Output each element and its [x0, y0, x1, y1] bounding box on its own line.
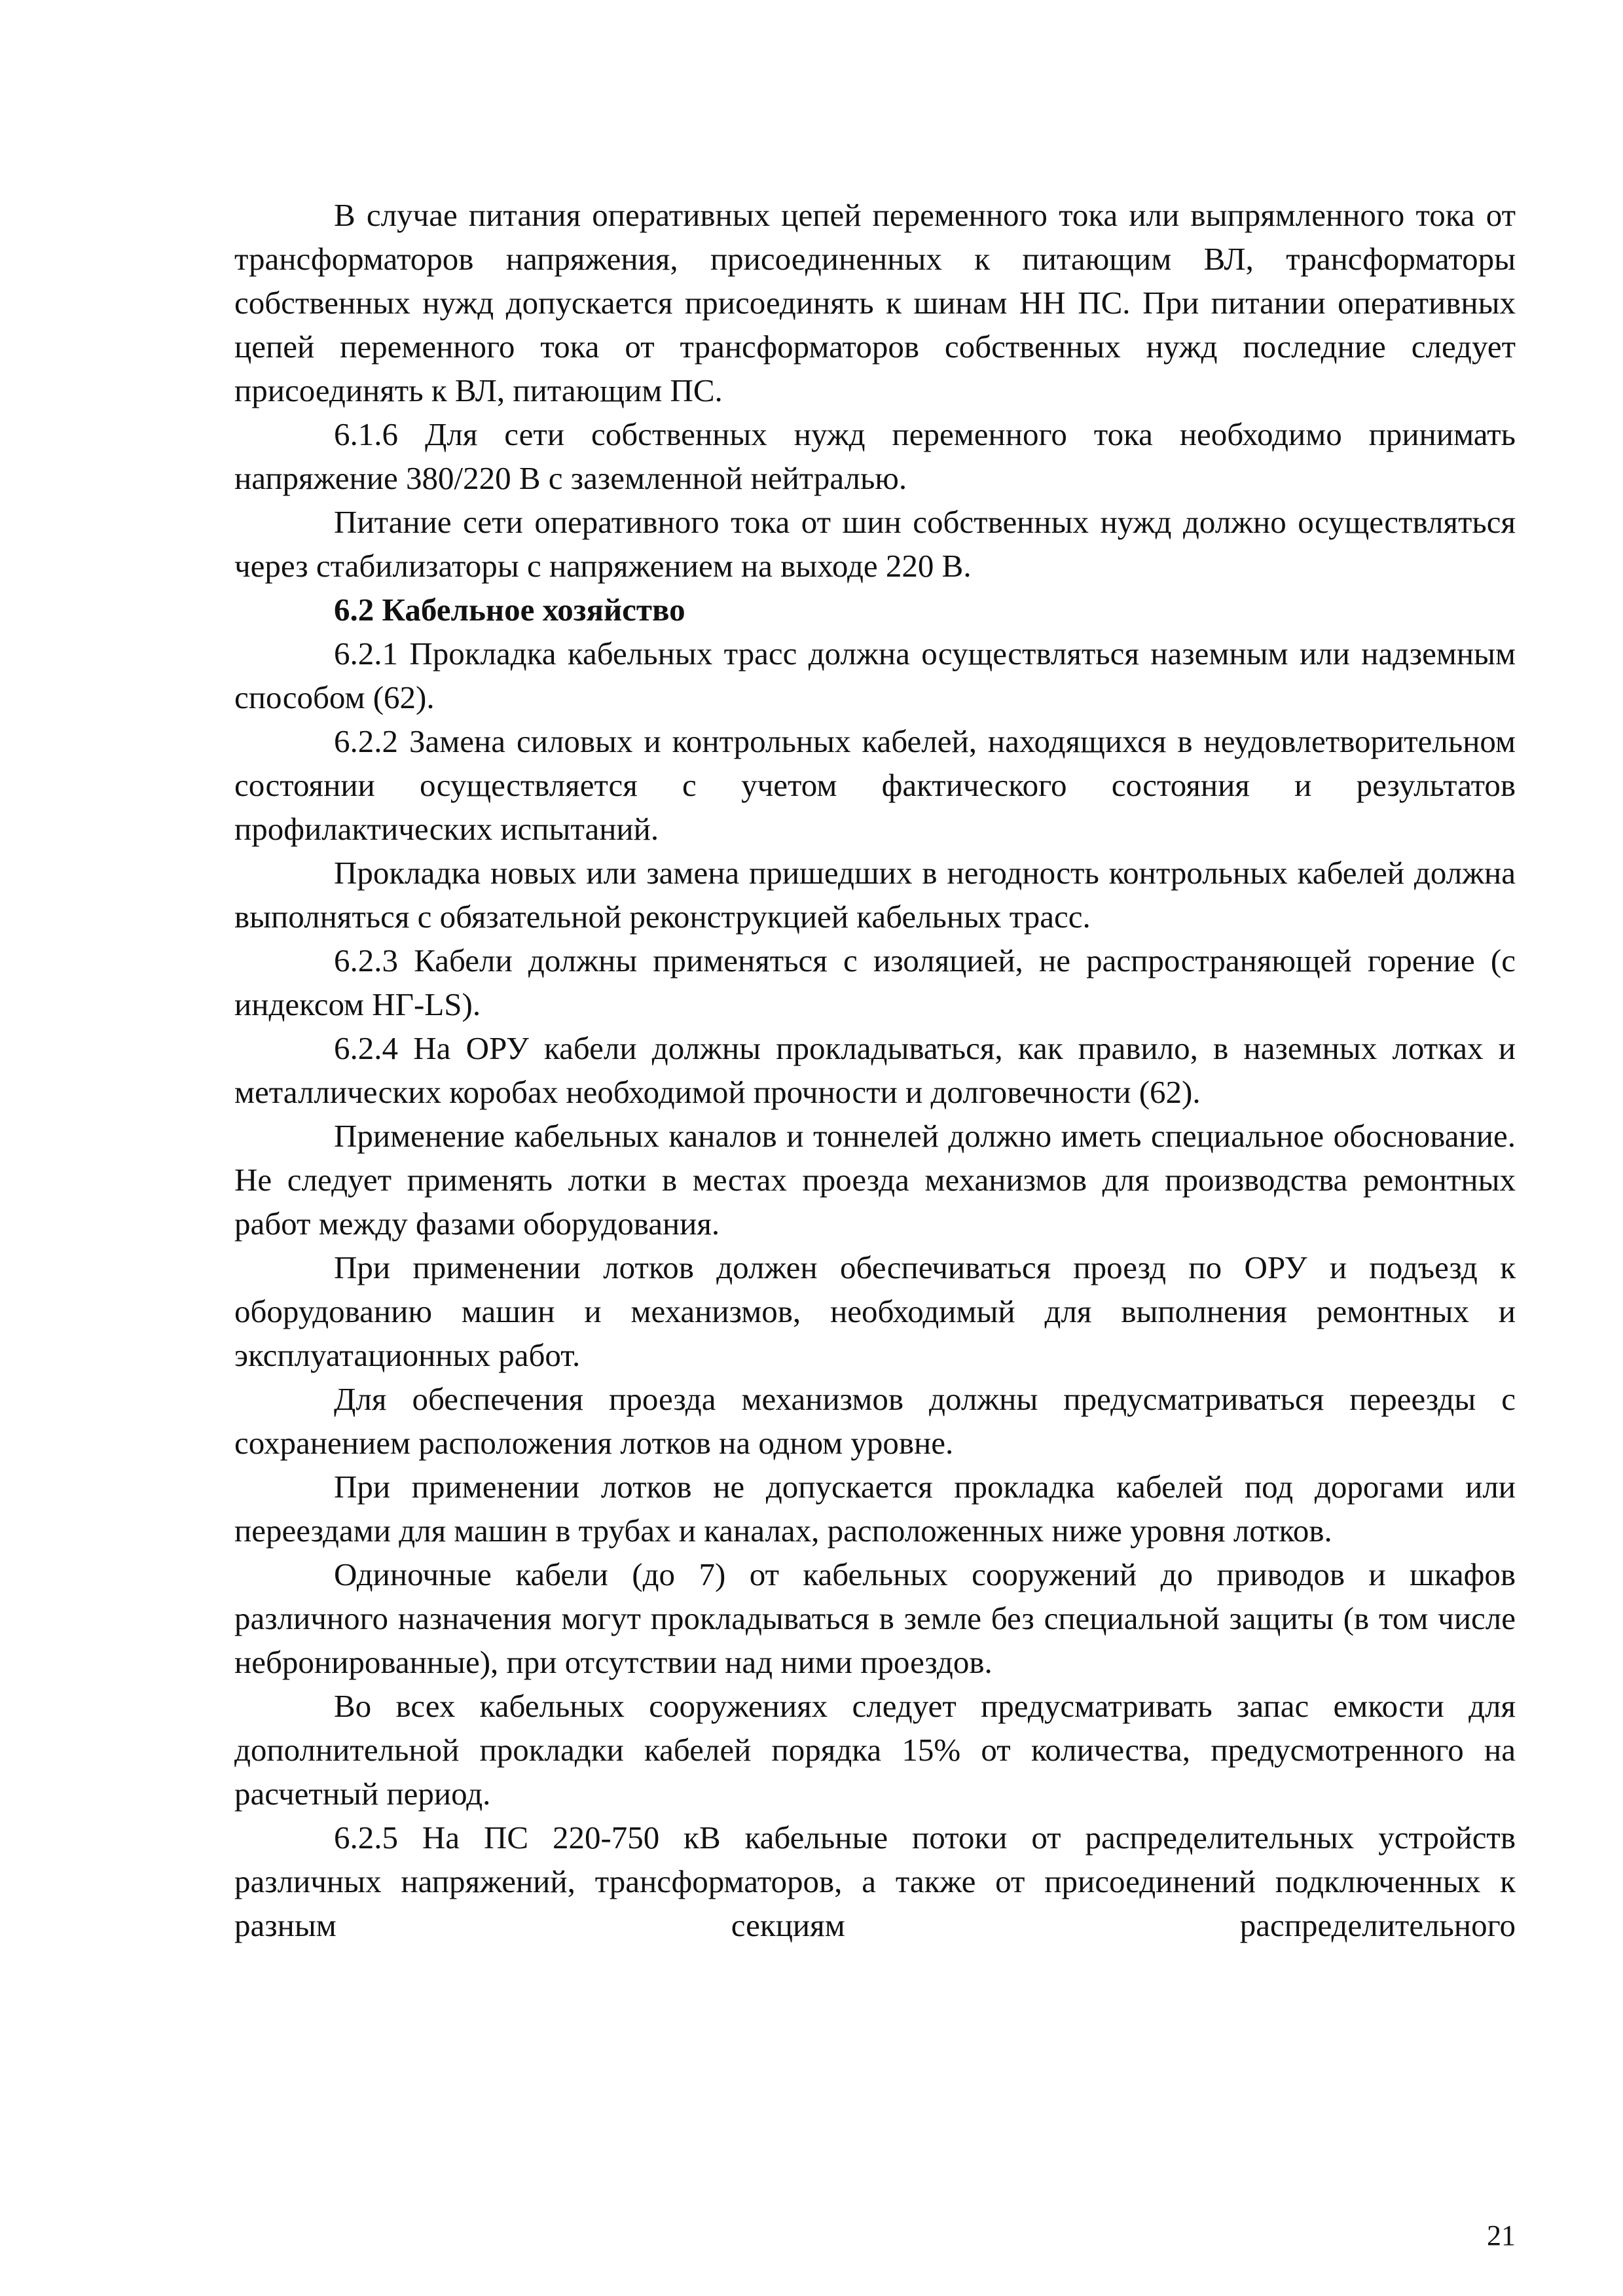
paragraph-6-2-5: 6.2.5 На ПС 220-750 кВ кабельные потоки от распределительных устройств различных напряжений, трансформаторов, а также от присоединений подключенных к разным секциям распределительного	[234, 1820, 1516, 1943]
paragraph-crossings: Для обеспечения проезда механизмов должны предусматриваться переезды с сохранением расположения лотков на одном уровне.	[234, 1381, 1516, 1461]
paragraph-tray-access: При применении лотков должен обеспечиваться проезд по ОРУ и подъезд к оборудованию машин и механизмов, необходимый для выполнения ремонтных и эксплуатационных работ.	[234, 1249, 1516, 1373]
paragraph-6-2-1: 6.2.1 Прокладка кабельных трасс должна осуществляться наземным или надземным способом (62).	[234, 636, 1516, 715]
paragraph-6-1-6: 6.1.6 Для сети собственных нужд переменного тока необходимо принимать напряжение 380/220 В с заземленной нейтралью.	[234, 416, 1516, 496]
paragraph-6-2-3: 6.2.3 Кабели должны применяться с изоляцией, не распространяющей горение (с индексом НГ-LS).	[234, 942, 1516, 1022]
paragraph-capacity-reserve: Во всех кабельных сооружениях следует предусматривать запас емкости для дополнительной прокладки кабелей порядка 15% от количества, предусмотренного на расчетный период.	[234, 1688, 1516, 1812]
paragraph-new-cable-laying: Прокладка новых или замена пришедших в негодность контрольных кабелей должна выполняться с обязательной реконструкцией кабельных трасс.	[234, 855, 1516, 935]
paragraph-power-supply-ac-circuits: В случае питания оперативных цепей переменного тока или выпрямленного тока от трансформаторов напряжения, присоединенных к питающим ВЛ, трансформаторы собственных нужд допускается присоединять к шинам НН ПС. При питании оперативных цепей переменного тока от трансформаторов собственных нужд последние следует присоединять к ВЛ, питающим ПС.	[234, 197, 1516, 408]
paragraph-6-2-4: 6.2.4 На ОРУ кабели должны прокладываться, как правило, в наземных лотках и металлических коробах необходимой прочности и долговечности (62).	[234, 1030, 1516, 1110]
paragraph-under-roads: При применении лотков не допускается прокладка кабелей под дорогами или переездами для машин в трубах и каналах, расположенных ниже уровня лотков.	[234, 1469, 1516, 1549]
section-heading-6-2: 6.2 Кабельное хозяйство	[334, 592, 685, 628]
paragraph-operational-supply: Питание сети оперативного тока от шин собственных нужд должно осуществляться через стабилизаторы с напряжением на выходе 220 В.	[234, 504, 1516, 584]
paragraph-6-2-2: 6.2.2 Замена силовых и контрольных кабелей, находящихся в неудовлетворительном состоянии осуществляется с учетом фактического состояния и результатов профилактических испытаний.	[234, 723, 1516, 847]
page-number: 21	[1487, 2219, 1516, 2251]
paragraph-single-cables: Одиночные кабели (до 7) от кабельных сооружений до приводов и шкафов различного назначения могут прокладываться в земле без специальной защиты (в том числе небронированные), при отсутствии над ними проездов.	[234, 1556, 1516, 1680]
paragraph-cable-channels: Применение кабельных каналов и тоннелей должно иметь специальное обоснование. Не следует применять лотки в местах проезда механизмов для производства ремонтных работ между фазами оборудования.	[234, 1118, 1516, 1242]
page-body	[234, 193, 1516, 1947]
